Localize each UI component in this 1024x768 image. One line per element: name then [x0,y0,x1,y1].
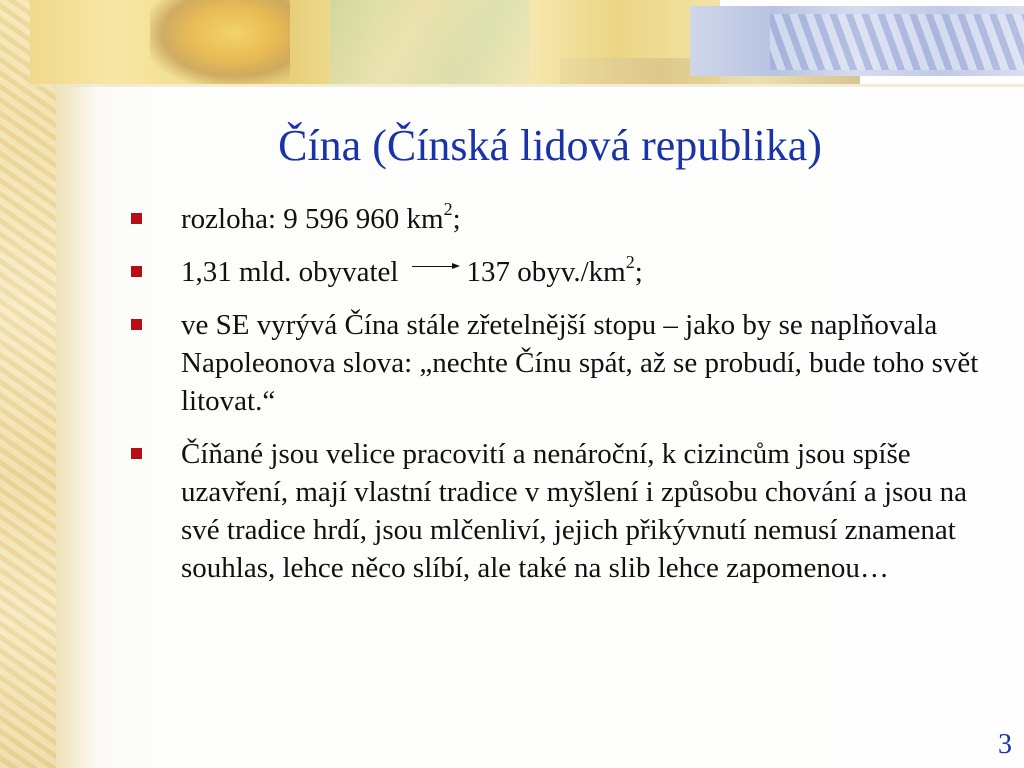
bullet-text [181,253,988,291]
parchment-fade [56,0,96,768]
bullet-item-population [128,253,988,291]
bullet-text: Číňané jsou velice pracovití a nenároční, k cizincům jsou spíše uzavření, mají vlastní tradice v myšlení i způsobu chování a jsou na své tradice hrdí, jsou mlčenliví, jejich přikývnutí nemusí znamenat souhlas, lehce něco slíbí, ale také na slib lehce zapomenou… [181,438,968,584]
bullet-item-area [128,200,988,238]
density-text: 137 obyv./km [466,256,626,288]
trailing-punctuation: ; [452,203,461,235]
superscript: 2 [625,252,635,273]
page-number: 3 [998,729,1012,760]
square-bullet-icon [131,448,142,459]
population-text: 1,31 mld. obyvatel [181,256,399,288]
area-text: rozloha: 9 596 960 km [181,203,444,235]
bullet-list [128,200,988,602]
slide-title: Čína (Čínská lidová republika) [278,121,822,170]
square-bullet-icon [131,266,142,277]
parchment-texture-band [0,0,56,768]
right-arrow-icon [412,253,460,291]
trailing-punctuation: ; [634,256,643,288]
square-bullet-icon [131,319,142,330]
square-bullet-icon [131,213,142,224]
bullet-text [181,200,988,238]
bullet-text: ve SE vyrývá Čína stále zřetelnější stopu – jako by se naplňovala Napoleonova slova: „nechte Čínu spát, až se probudí, bude toho svět litovat.“ [181,309,979,417]
header-decoration-green [330,0,530,84]
bullet-item-napoleon-quote [128,306,988,420]
header-decoration-blue-texture [770,14,1024,70]
header-divider [30,84,1024,87]
leaf-decoration-image [150,0,290,84]
superscript: 2 [443,199,453,220]
bullet-item-characteristics [128,435,988,587]
